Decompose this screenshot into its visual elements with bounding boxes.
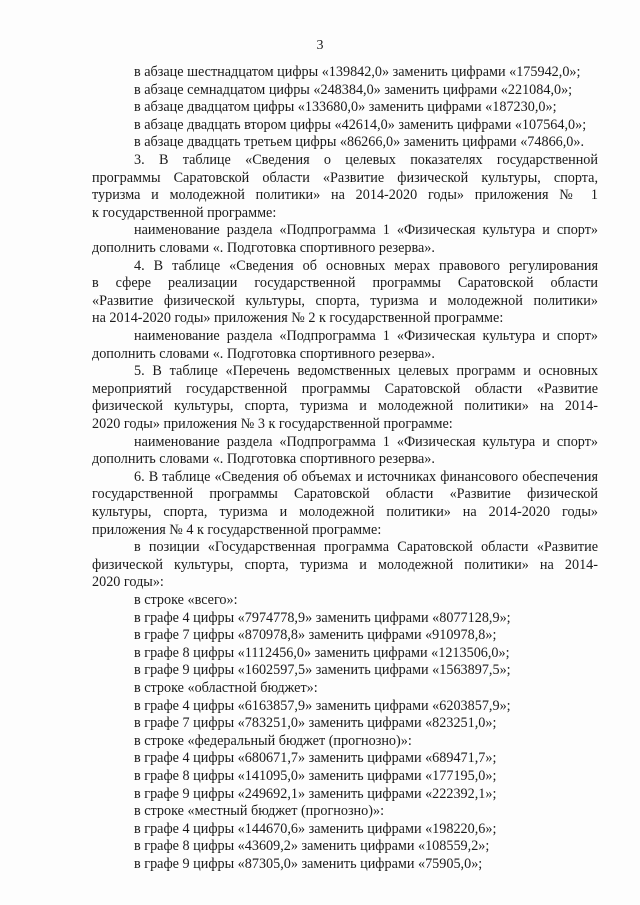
text-line: в строке «областной бюджет»:	[134, 680, 318, 696]
text-line: мероприятий государственной программы Саратовской области «Развитие	[92, 380, 598, 397]
text-line: в графе 4 цифры «7974778,9» заменить цифрами «8077128,9»;	[134, 609, 511, 626]
text-line: наименование раздела «Подпрограмма 1 «Физическая культура и спорт»	[134, 433, 598, 450]
text-line: в позиции «Государственная программа Саратовской области «Развитие	[134, 539, 598, 556]
text-line: «Развитие физической культуры, спорта, туризма и молодежной политики»	[92, 292, 598, 309]
text-line: приложения № 4 к государственной программе:	[92, 521, 382, 538]
text-line: в графе 8 цифры «141095,0» заменить цифрами «177195,0»;	[134, 768, 497, 784]
text-line: наименование раздела «Подпрограмма 1 «Физическая культура и спорт»	[134, 222, 598, 239]
text-line: в графе 9 цифры «249692,1» заменить цифрами «222392,1»;	[134, 785, 497, 802]
text-line: в абзаце двадцать втором цифры «42614,0» заменить цифрами «107564,0»;	[134, 116, 587, 133]
text-line: дополнить словами «. Подготовка спортивного резерва».	[92, 240, 435, 256]
text-line: в графе 7 цифры «783251,0» заменить цифрами «823251,0»;	[134, 715, 497, 732]
text-line: в графе 4 цифры «6163857,9» заменить цифрами «6203857,9»;	[134, 697, 511, 714]
text-line: в строке «всего»:	[134, 592, 238, 608]
text-line: на 2014-2020 годы» приложения № 2 к государственной программе:	[92, 310, 504, 327]
page-number: 3	[316, 38, 324, 53]
text-line: в графе 8 цифры «43609,2» заменить цифрами «108559,2»;	[134, 838, 490, 855]
text-line: 3. В таблице «Сведения о целевых показателях государственной	[134, 152, 598, 168]
text-line: в строке «местный бюджет (прогнозно)»:	[134, 803, 385, 820]
text-line: в графе 8 цифры «1112456,0» заменить цифрами «1213506,0»;	[134, 644, 510, 661]
text-line: дополнить словами «. Подготовка спортивного резерва».	[92, 345, 435, 362]
text-line: 2020 годы»:	[92, 574, 164, 591]
text-line: в графе 9 цифры «87305,0» заменить цифрами «75905,0»;	[134, 856, 483, 872]
text-line: программы Саратовской области «Развитие физической культуры, спорта,	[92, 169, 598, 186]
text-line: в сфере реализации государственной программы Саратовской области	[92, 275, 598, 292]
text-line: туризма и молодежной политики» на 2014-2020 годы» приложения № 1	[92, 187, 598, 204]
text-line: 6. В таблице «Сведения об объемах и источниках финансового обеспечения	[134, 468, 598, 485]
text-line: государственной программы Саратовской области «Развитие физической	[92, 486, 598, 503]
text-line: в абзаце семнадцатом цифры «248384,0» заменить цифрами «221084,0»;	[134, 81, 573, 98]
text-line: наименование раздела «Подпрограмма 1 «Физическая культура и спорт»	[134, 328, 598, 344]
text-line: 2020 годы» приложения № 3 к государственной программе:	[92, 416, 453, 432]
text-line: в абзаце шестнадцатом цифры «139842,0» заменить цифрами «175942,0»;	[134, 64, 581, 80]
text-line: 4. В таблице «Сведения об основных мерах правового регулирования	[134, 257, 598, 274]
text-line: в графе 7 цифры «870978,8» заменить цифрами «910978,8»;	[134, 627, 497, 644]
text-line: к государственной программе:	[92, 204, 277, 221]
text-line: в графе 4 цифры «144670,6» заменить цифрами «198220,6»;	[134, 820, 497, 837]
text-line: в графе 4 цифры «680671,7» заменить цифрами «689471,7»;	[134, 750, 497, 767]
text-line: дополнить словами «. Подготовка спортивного резерва».	[92, 451, 435, 468]
text-line: в графе 9 цифры «1602597,5» заменить цифрами «1563897,5»;	[134, 662, 511, 679]
text-line: физической культуры, спорта, туризма и молодежной политики» на 2014-	[92, 398, 598, 415]
text-line: в строке «федеральный бюджет (прогнозно)»:	[134, 732, 412, 749]
text-line: культуры, спорта, туризма и молодежной политики» на 2014-2020 годы»	[92, 504, 598, 520]
text-line: в абзаце двадцатом цифры «133680,0» заменить цифрами «187230,0»;	[134, 99, 557, 116]
text-line: в абзаце двадцать третьем цифры «86266,0» заменить цифрами «74866,0».	[134, 134, 585, 151]
text-line: физической культуры, спорта, туризма и молодежной политики» на 2014-	[92, 556, 598, 573]
text-line: 5. В таблице «Перечень ведомственных целевых программ и основных	[134, 363, 598, 380]
